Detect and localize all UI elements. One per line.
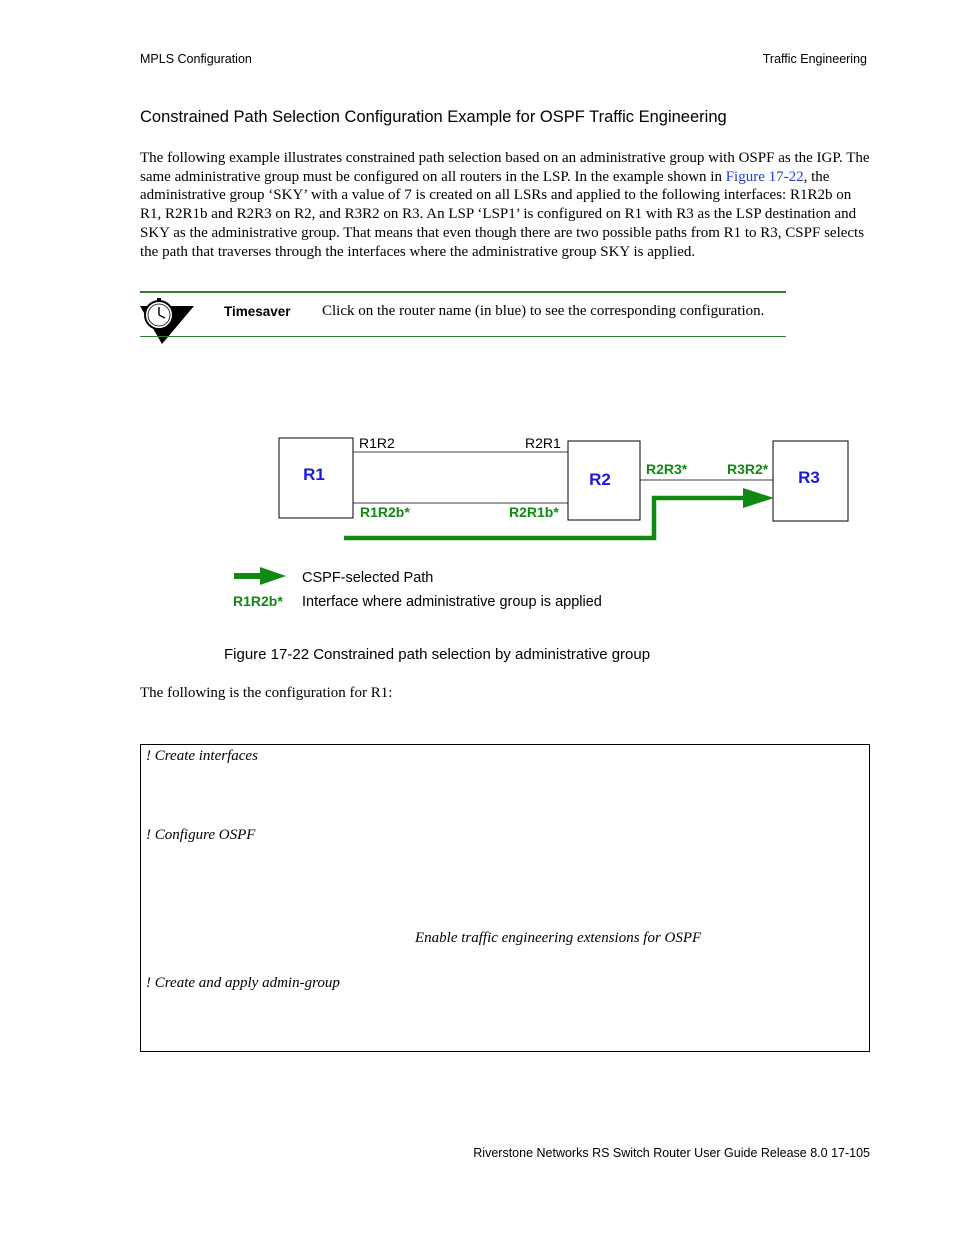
config-comment-create-interfaces: ! Create interfaces xyxy=(146,748,258,764)
figure-link[interactable]: Figure 17-22 xyxy=(725,168,804,185)
interface-r3r2-label: R3R2* xyxy=(727,461,769,477)
intro-paragraph xyxy=(140,149,870,261)
interface-r1r2b-label: R1R2b* xyxy=(360,504,410,520)
config-note-te-extensions: Enable traffic engineering extensions for OSPF xyxy=(415,930,702,946)
legend-symbol: R1R2b* xyxy=(233,593,283,609)
figure-caption: Figure 17-22 Constrained path selection by administrative group xyxy=(224,646,651,663)
config-comment-configure-ospf: ! Configure OSPF xyxy=(146,827,256,843)
legend-arrow-icon xyxy=(260,567,286,585)
interface-r2r1b-label: R2R1b* xyxy=(509,504,559,520)
legend-applied-label: Interface where administrative group is applied xyxy=(302,594,602,610)
interface-r2r1-label: R2R1 xyxy=(525,435,561,451)
running-header-left: MPLS Configuration xyxy=(140,52,252,66)
section-title: Constrained Path Selection Configuration Example for OSPF Traffic Engineering xyxy=(140,108,727,126)
router-r1-label[interactable]: R1 xyxy=(303,465,325,484)
timesaver-label: Timesaver xyxy=(224,304,291,319)
network-diagram xyxy=(220,420,880,630)
stopwatch-icon xyxy=(140,293,196,345)
timesaver-bottom-rule xyxy=(140,336,786,337)
interface-r2r3-label: R2R3* xyxy=(646,461,688,477)
legend-path-label: CSPF-selected Path xyxy=(302,570,434,586)
router-r2-label[interactable]: R2 xyxy=(589,470,611,489)
timesaver-text: Click on the router name (in blue) to see the corresponding configuration. xyxy=(322,303,765,319)
cspf-path-arrowhead xyxy=(743,488,774,508)
router-r3-label[interactable]: R3 xyxy=(798,468,820,487)
config-box xyxy=(140,744,870,1052)
interface-r1r2-label: R1R2 xyxy=(359,435,395,451)
running-header-right: Traffic Engineering xyxy=(762,52,867,66)
config-comment-admin-group: ! Create and apply admin-group xyxy=(146,975,340,991)
page-footer: Riverstone Networks RS Switch Router User Guide Release 8.0 17-105 xyxy=(473,1146,870,1160)
timesaver-top-rule xyxy=(140,291,786,293)
config-intro: The following is the configuration for R1: xyxy=(140,685,393,701)
intro-text-1: The following example illustrates constrained path selection based on an administrative group with OSPF as the IGP. The same administrative group must be configured on all routers in the LSP. In the example shown in xyxy=(140,150,870,185)
intro-text-2: , the administrative group ‘SKY’ with a value of 7 is created on all LSRs and applied to the following interfaces: R1R2b on R1, R2R1b and R2R3 on R2, and R3R2 on R3. An LSP ‘LSP1’ is configured on R1 with R3 as the LSP destination and SKY as the administrative group. That means that even though there are two possible paths from R1 to R3, CSPF selects the path that traverses through the interfaces where the administrative group SKY is applied. xyxy=(140,168,865,260)
